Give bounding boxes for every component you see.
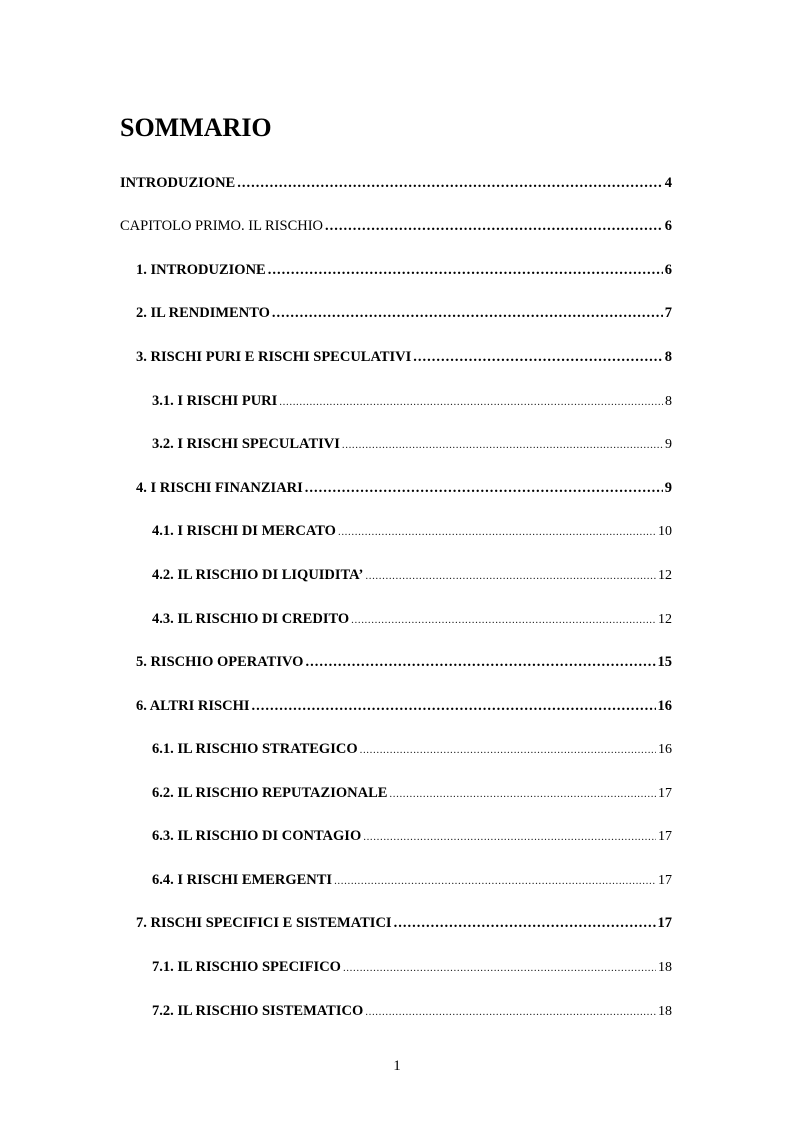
toc-entry-page: 9 (664, 480, 672, 496)
toc-entry-label: 6.2. IL RISCHIO REPUTAZIONALE (152, 785, 388, 801)
toc-entry-page: 17 (658, 829, 672, 844)
toc-entry-page: 7 (664, 305, 672, 321)
toc-entry-label: 2. IL RENDIMENTO (136, 305, 270, 321)
dot-leader (305, 654, 655, 671)
dot-leader (338, 526, 656, 538)
toc-entry-label: 4.1. I RISCHI DI MERCATO (152, 523, 336, 539)
toc-entry-label: 5. RISCHIO OPERATIVO (136, 654, 304, 670)
dot-leader (272, 305, 663, 322)
toc-entry-7-2[interactable] (152, 1003, 672, 1023)
dot-leader (389, 788, 656, 800)
toc-entry-label: 4.3. IL RISCHIO DI CREDITO (152, 611, 350, 627)
toc-entry-label: 6.1. IL RISCHIO STRATEGICO (152, 741, 358, 757)
toc-entry-label: 7. RISCHI SPECIFICI E SISTEMATICI (136, 915, 392, 931)
toc-entry-4-2[interactable] (152, 567, 672, 587)
toc-entry-page: 15 (657, 654, 672, 670)
toc-entry-5[interactable] (136, 654, 672, 674)
toc-entry-page: 18 (658, 960, 672, 975)
toc-entry-page: 17 (658, 873, 672, 888)
toc-entry-label: 6. ALTRI RISCHI (136, 698, 250, 714)
toc-entry-capitolo-primo[interactable] (120, 218, 672, 238)
dot-leader (394, 915, 656, 932)
toc-entry-introduzione[interactable] (120, 175, 672, 195)
toc-entry-label: 4. I RISCHI FINANZIARI (136, 480, 303, 496)
toc-entry-page: 18 (658, 1004, 672, 1019)
dot-leader (305, 480, 663, 497)
toc-entry-7-1[interactable] (152, 959, 672, 979)
toc-entry-3-1[interactable] (152, 393, 672, 413)
toc-entry-6-4[interactable] (152, 872, 672, 892)
toc-entry-label: INTRODUZIONE (120, 175, 236, 191)
toc-entry-4[interactable] (136, 480, 672, 500)
toc-entry-page: 16 (657, 698, 672, 714)
dot-leader (268, 262, 663, 279)
dot-leader (342, 439, 663, 451)
toc-entry-page: 8 (664, 349, 672, 365)
dot-leader (325, 218, 663, 235)
dot-leader (365, 570, 656, 582)
toc-entry-page: 17 (658, 786, 672, 801)
toc-entry-label: CAPITOLO PRIMO. IL RISCHIO (120, 218, 324, 234)
toc-entry-label: 4.2. IL RISCHIO DI LIQUIDITA’ (152, 567, 364, 583)
toc-entry-label: 7.1. IL RISCHIO SPECIFICO (152, 959, 341, 975)
toc-entry-3[interactable] (136, 349, 672, 369)
toc-entry-6-2[interactable] (152, 785, 672, 805)
page-number: 1 (393, 1058, 401, 1074)
toc-entry-1[interactable] (136, 262, 672, 282)
toc-entry-label: 6.4. I RISCHI EMERGENTI (152, 872, 333, 888)
dot-leader (360, 744, 656, 756)
dot-leader (252, 698, 656, 715)
toc-entry-label: 1. INTRODUZIONE (136, 262, 266, 278)
dot-leader (363, 831, 656, 843)
dot-leader (334, 875, 656, 887)
toc-entry-6[interactable] (136, 698, 672, 718)
toc-entry-page: 4 (664, 175, 672, 191)
toc-entry-3-2[interactable] (152, 436, 672, 456)
toc-entry-2[interactable] (136, 305, 672, 325)
toc-entry-label: 3.2. I RISCHI SPECULATIVI (152, 436, 340, 452)
toc-entry-label: 6.3. IL RISCHIO DI CONTAGIO (152, 828, 362, 844)
toc-entry-label: 3. RISCHI PURI E RISCHI SPECULATIVI (136, 349, 412, 365)
toc-entry-label: 7.2. IL RISCHIO SISTEMATICO (152, 1003, 364, 1019)
dot-leader (413, 349, 662, 366)
toc-entry-page: 10 (658, 524, 672, 539)
dot-leader (237, 175, 663, 192)
toc-entry-page: 16 (658, 742, 672, 757)
toc-entry-6-1[interactable] (152, 741, 672, 761)
toc-entry-4-1[interactable] (152, 523, 672, 543)
toc-entry-label: 3.1. I RISCHI PURI (152, 393, 278, 409)
dot-leader (343, 962, 656, 974)
page-title: SOMMARIO (120, 113, 272, 142)
toc-entry-page: 8 (665, 394, 672, 409)
dot-leader (351, 614, 656, 626)
toc-entry-page: 12 (658, 568, 672, 583)
toc-entry-page: 17 (657, 915, 672, 931)
toc-entry-6-3[interactable] (152, 828, 672, 848)
toc-entry-page: 6 (664, 218, 672, 234)
toc-entry-4-3[interactable] (152, 611, 672, 631)
dot-leader (365, 1006, 656, 1018)
toc-entry-page: 9 (665, 437, 672, 452)
toc-entry-7[interactable] (136, 915, 672, 935)
toc-entry-page: 6 (664, 262, 672, 278)
dot-leader (279, 396, 663, 408)
toc-entry-page: 12 (658, 612, 672, 627)
